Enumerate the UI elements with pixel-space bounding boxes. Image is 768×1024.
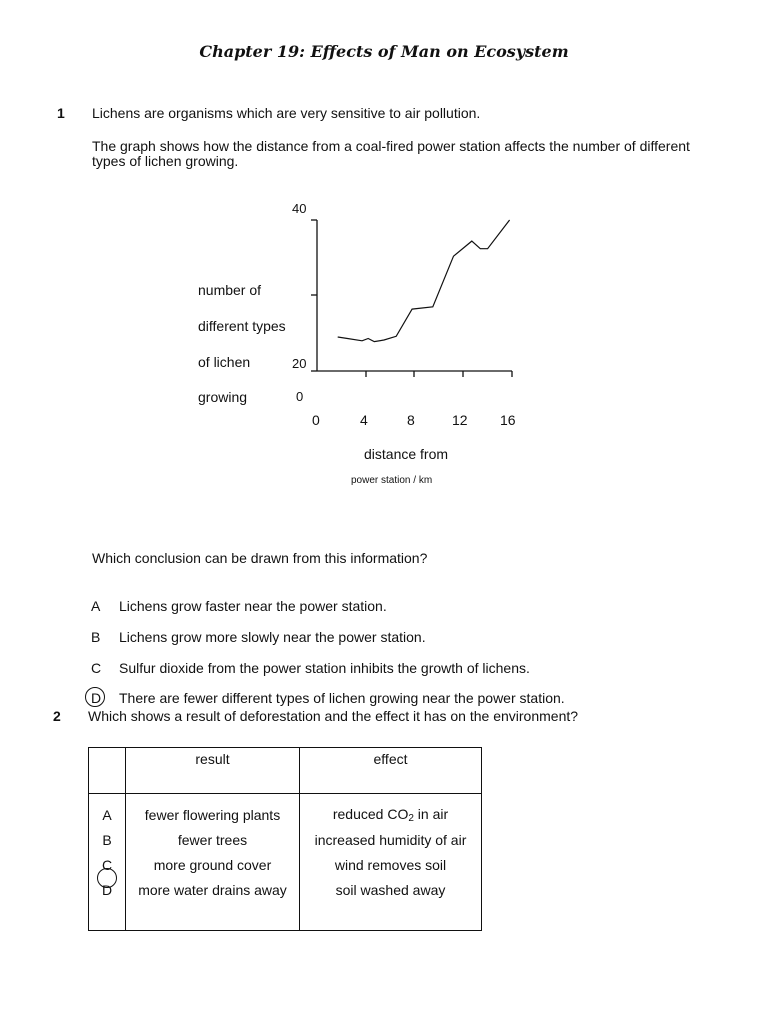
question-2-number: 2 xyxy=(53,708,61,724)
table-header-blank xyxy=(89,748,126,794)
row-effect: wind removes soil xyxy=(300,852,482,877)
option-d-text: There are fewer different types of lichen growing near the power station. xyxy=(119,690,565,706)
row-result: fewer trees xyxy=(126,827,300,852)
page-title: Chapter 19: Effects of Man on Ecosystem xyxy=(199,42,569,61)
row-effect: increased humidity of air xyxy=(300,827,482,852)
y-tick-label-40: 40 xyxy=(292,201,307,216)
row-effect: reduced $CO_2$ in air xyxy=(300,794,482,828)
row-result: fewer flowering plants xyxy=(126,794,300,828)
answer-circle xyxy=(85,687,105,707)
question-1-prompt: Which conclusion can be drawn from this information? xyxy=(92,550,428,566)
y-axis-label-line4: growing xyxy=(198,389,248,405)
answer-table xyxy=(88,747,482,931)
option-a-letter: A xyxy=(91,598,101,614)
question-2-prompt: Which shows a result of deforestation and the effect it has on the environment? xyxy=(88,708,579,724)
option-d-letter: D xyxy=(91,690,102,706)
x-tick-label: 4 xyxy=(360,412,368,428)
y-tick-label-20: 20 xyxy=(292,356,307,371)
y-axis-label-line1: number of xyxy=(198,282,262,298)
row-letter: B xyxy=(89,827,126,852)
row-letter: A xyxy=(89,794,126,828)
table-row xyxy=(89,852,482,877)
table-header-result: result xyxy=(126,748,300,794)
row-letter: C xyxy=(89,852,126,877)
series-line-lichen-types xyxy=(338,220,510,342)
option-b-text: Lichens grow more slowly near the power station. xyxy=(119,629,426,645)
x-tick-label: 8 xyxy=(407,412,415,428)
question-1-number: 1 xyxy=(57,105,65,121)
option-a-text: Lichens grow faster near the power station. xyxy=(119,598,387,614)
y-axis-label-line2: different types xyxy=(198,318,286,334)
row-result: more water drains away xyxy=(126,877,300,902)
y-axis-label-line3: of lichen xyxy=(198,354,251,370)
x-axis-label-sub: power station / km xyxy=(351,475,433,486)
table-row xyxy=(89,794,482,828)
row-letter: D xyxy=(89,877,126,902)
question-1-intro: Lichens are organisms which are very sensitive to air pollution. xyxy=(92,105,481,121)
table-row xyxy=(89,877,482,902)
y-tick-label-0: 0 xyxy=(296,389,304,404)
option-c-letter: C xyxy=(91,660,102,676)
row-result: more ground cover xyxy=(126,852,300,877)
table-header-effect: effect xyxy=(300,748,482,794)
question-1-text-line2: types of lichen growing. xyxy=(92,153,239,169)
x-tick-label: 16 xyxy=(500,412,516,428)
answer-circle xyxy=(97,868,117,888)
row-effect: soil washed away xyxy=(300,877,482,902)
x-axis-label: distance from xyxy=(364,446,449,462)
table-row xyxy=(89,827,482,852)
x-tick-label: 0 xyxy=(312,412,320,428)
question-1-text-line1: The graph shows how the distance from a coal-fired power station affects the number of different xyxy=(92,138,690,154)
option-b-letter: B xyxy=(91,629,101,645)
x-tick-label: 12 xyxy=(452,412,468,428)
option-c-text: Sulfur dioxide from the power station inhibits the growth of lichens. xyxy=(119,660,530,676)
